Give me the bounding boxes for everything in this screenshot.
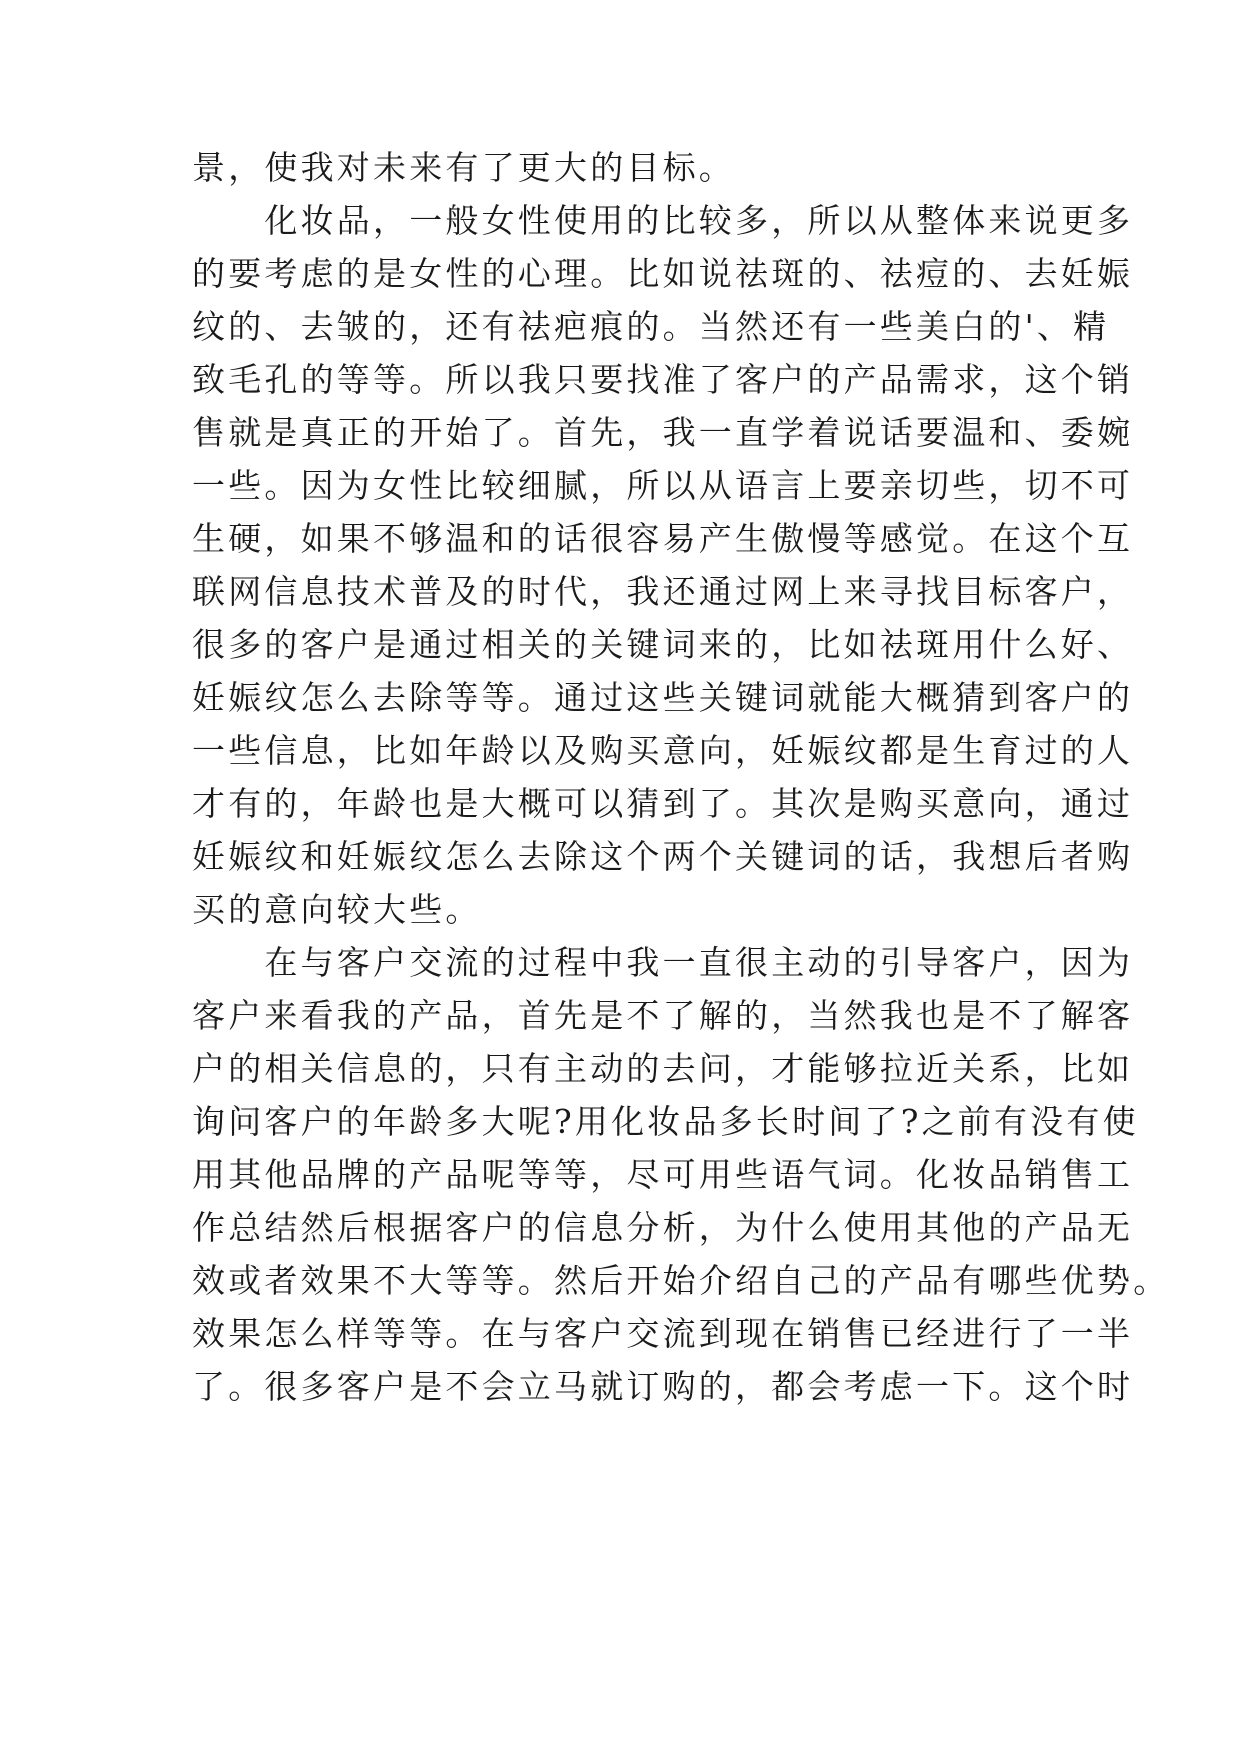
text-line: 效果怎么样等等。在与客户交流到现在销售已经进行了一半 bbox=[192, 1314, 1134, 1353]
text-line: 户的相关信息的，只有主动的去问，才能够拉近关系，比如 bbox=[192, 1049, 1134, 1088]
text-line: 妊娠纹怎么去除等等。通过这些关键词就能大概猜到客户的 bbox=[192, 678, 1134, 717]
text-line: 用其他品牌的产品呢等等，尽可用些语气词。化妆品销售工 bbox=[192, 1155, 1134, 1194]
text-line: 售就是真正的开始了。首先，我一直学着说话要温和、委婉 bbox=[192, 413, 1134, 452]
text-line: 客户来看我的产品，首先是不了解的，当然我也是不了解客 bbox=[192, 996, 1134, 1035]
text-line: 了。很多客户是不会立马就订购的，都会考虑一下。这个时 bbox=[192, 1367, 1134, 1406]
text-line: 一些。因为女性比较细腻，所以从语言上要亲切些，切不可 bbox=[192, 466, 1134, 505]
text-line: 作总结然后根据客户的信息分析，为什么使用其他的产品无 bbox=[192, 1208, 1134, 1247]
text-line: 效或者效果不大等等。然后开始介绍自己的产品有哪些优势。 bbox=[192, 1261, 1170, 1300]
text-line: 景，使我对未来有了更大的目标。 bbox=[192, 148, 735, 187]
text-line: 买的意向较大些。 bbox=[192, 890, 482, 929]
text-line: 一些信息，比如年龄以及购买意向，妊娠纹都是生育过的人 bbox=[192, 731, 1134, 770]
text-line: 在与客户交流的过程中我一直很主动的引导客户，因为 bbox=[192, 943, 1134, 982]
text-line: 的要考虑的是女性的心理。比如说祛斑的、祛痘的、去妊娠 bbox=[192, 254, 1134, 293]
text-line: 妊娠纹和妊娠纹怎么去除这个两个关键词的话，我想后者购 bbox=[192, 837, 1134, 876]
text-line: 询问客户的年龄多大呢?用化妆品多长时间了?之前有没有使 bbox=[192, 1102, 1139, 1141]
text-line: 致毛孔的等等。所以我只要找准了客户的产品需求，这个销 bbox=[192, 360, 1134, 399]
text-line: 纹的、去皱的，还有祛疤痕的。当然还有一些美白的'、精 bbox=[192, 307, 1110, 346]
text-line: 化妆品，一般女性使用的比较多，所以从整体来说更多 bbox=[192, 201, 1134, 240]
text-line: 才有的，年龄也是大概可以猜到了。其次是购买意向，通过 bbox=[192, 784, 1134, 823]
text-line: 很多的客户是通过相关的关键词来的，比如祛斑用什么好、 bbox=[192, 625, 1134, 664]
text-line: 联网信息技术普及的时代，我还通过网上来寻找目标客户， bbox=[192, 572, 1134, 611]
text-line: 生硬，如果不够温和的话很容易产生傲慢等感觉。在这个互 bbox=[192, 519, 1134, 558]
